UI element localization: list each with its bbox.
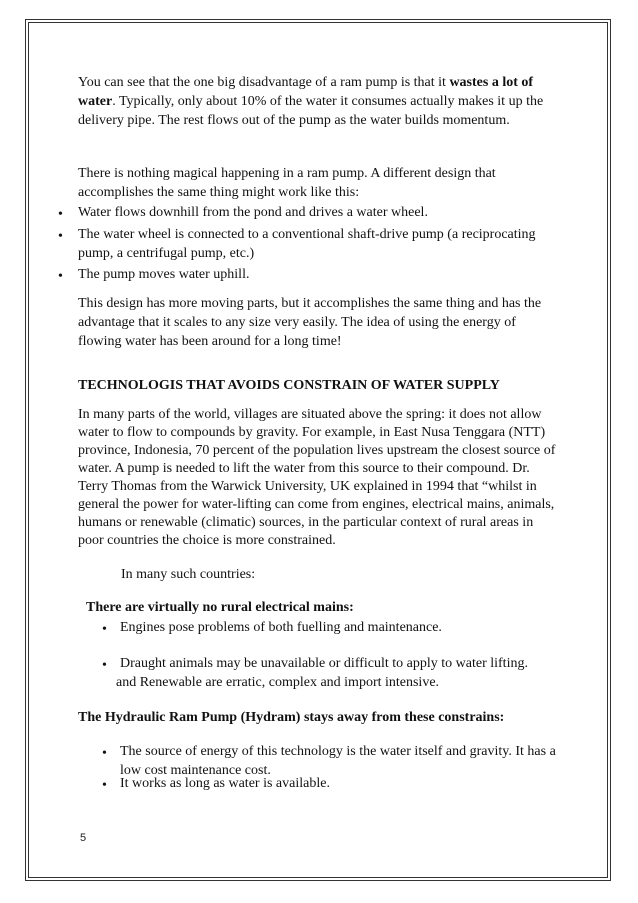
bullet-dot-icon: • (58, 229, 63, 244)
design-bullet-1: Water flows downhill from the pond and drives a water wheel. (78, 205, 428, 220)
bullet-dot-icon: • (102, 746, 107, 761)
intro-bold: wastes a lot of water (78, 75, 534, 109)
mains-bullet-1: Engines pose problems of both fuelling and maintenance. (120, 620, 442, 635)
bullet-dot-icon: • (102, 778, 107, 793)
hydram-heading: The Hydraulic Ram Pump (Hydram) stays away from these constrains: (78, 710, 505, 725)
section-heading: TECHNOLOGIS THAT AVOIDS CONSTRAIN OF WATER SUPPLY (78, 378, 500, 393)
bullet-dot-icon: • (58, 269, 63, 284)
bullet-dot-icon: • (102, 658, 107, 673)
intro-lead: You can see that the one big disadvantage of a ram pump is that it (78, 75, 450, 90)
mains-heading: There are virtually no rural electrical mains: (86, 600, 354, 615)
design-bullet-3: The pump moves water uphill. (78, 267, 250, 282)
moving-parts-paragraph: This design has more moving parts, but it accomplishes the same thing and has the advantage that it scales to any size very easily. The idea of using the energy of flowing water has been around for a long time! (78, 296, 542, 349)
bullet-dot-icon: • (102, 622, 107, 637)
intro-paragraph (78, 73, 560, 130)
hydram-bullet-1: The source of energy of this technology is the water itself and gravity. It has a low cost maintenance cost. (120, 744, 556, 778)
intro-rest: . Typically, only about 10% of the water it consumes actually makes it up the delivery pipe. The rest flows out of the pump as the water builds momentum. (78, 94, 544, 128)
countries-line: In many such countries: (121, 567, 256, 582)
design-paragraph: There is nothing magical happening in a ram pump. A different design that accomplishes the same thing might work like this: (78, 166, 496, 200)
villages-paragraph: In many parts of the world, villages are situated above the spring: it does not allow water to flow to compounds by gravity. For example, in East Nusa Tenggara (NTT) province, Indonesia, 70 percent of the population lives upstream the closest source of water. A pump is needed to lift the water from this source to their compound. Dr. Terry Thomas from the Warwick University, UK explained in 1994 that “whilst in general the power for water-lifting can come from engines, electrical mains, animals, humans or renewable (climatic) sources, in the particular context of rural areas in poor countries the choice is more constrained. (78, 407, 556, 548)
page-number: 5 (80, 832, 87, 844)
design-bullet-2: The water wheel is connected to a conventional shaft-drive pump (a reciprocating pump, a centrifugal pump, etc.) (78, 227, 536, 261)
mains-bullet-2: Draught animals may be unavailable or difficult to apply to water lifting. (120, 656, 528, 671)
bullet-dot-icon: • (58, 207, 63, 222)
renewable-line: and Renewable are erratic, complex and import intensive. (116, 675, 440, 690)
hydram-bullet-2: It works as long as water is available. (120, 776, 330, 791)
